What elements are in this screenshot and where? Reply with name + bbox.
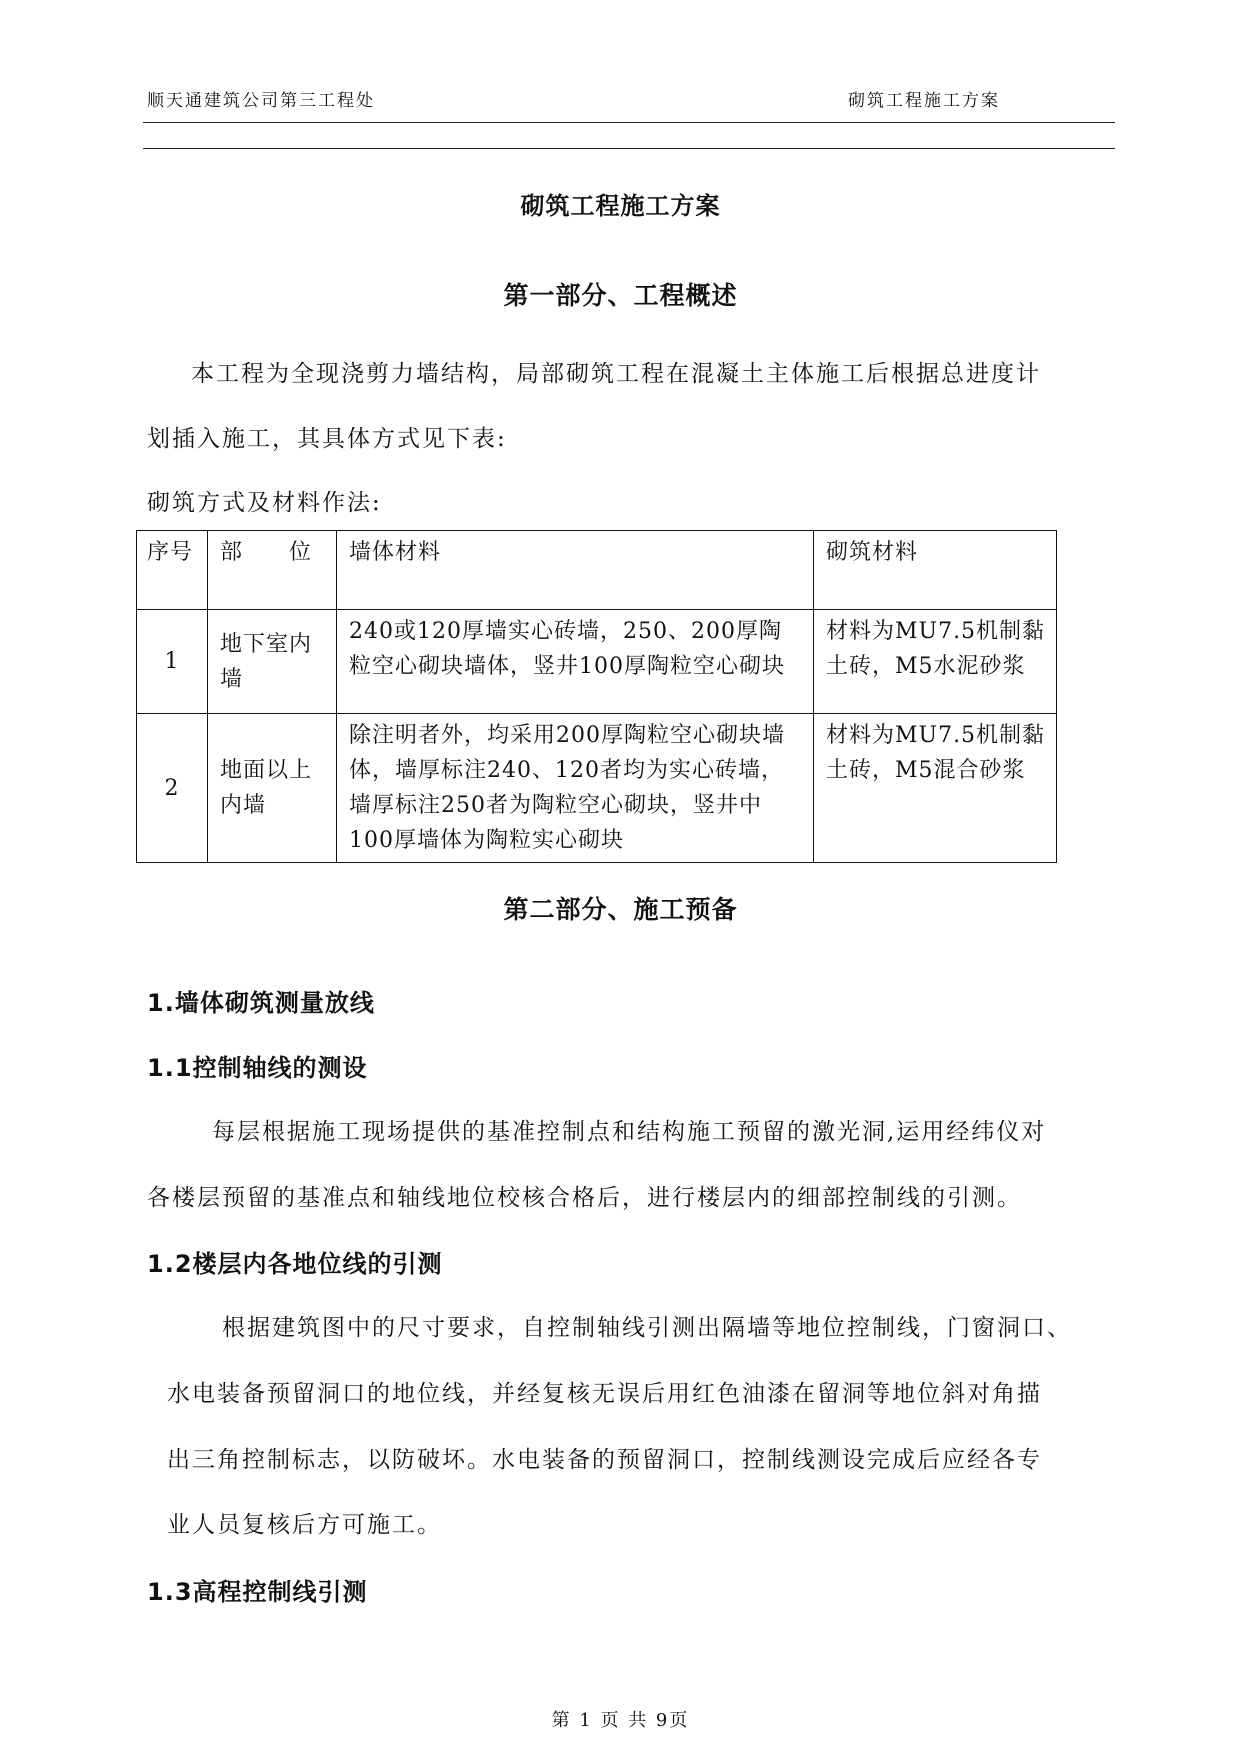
section-1-2-line-4: 业人员复核后方可施工。 — [167, 1512, 442, 1538]
header-no: 序号 — [137, 531, 208, 610]
header-wall-material: 墙体材料 — [337, 531, 814, 610]
cell-mortar: 材料为MU7.5机制黏土砖，M5水泥砂浆 — [814, 610, 1057, 714]
cell-position: 地面以上内墙 — [208, 714, 337, 863]
masonry-spec-table — [136, 530, 1057, 863]
document-title: 砌筑工程施工方案 — [520, 192, 721, 220]
header-doc-name: 砌筑工程施工方案 — [848, 91, 1000, 111]
header-position: 部 位 — [208, 531, 337, 610]
cell-no: 2 — [137, 714, 208, 863]
table-caption: 砌筑方式及材料作法: — [147, 490, 382, 516]
section-1-1-heading: 1.1控制轴线的测设 — [147, 1054, 368, 1082]
part1-title: 第一部分、工程概述 — [503, 281, 738, 310]
section-1-2-heading: 1.2楼层内各地位线的引测 — [147, 1250, 443, 1278]
intro-line-1: 本工程为全现浇剪力墙结构，局部砌筑工程在混凝土主体施工后根据总进度计 — [191, 361, 1041, 387]
header-rule-bottom — [143, 148, 1115, 149]
cell-position: 地下室内墙 — [208, 610, 337, 714]
cell-wall-material: 除注明者外，均采用200厚陶粒空心砌块墙体，墙厚标注240、120者均为实心砖墙，墙厚标注250者为陶粒空心砌块，竖井中100厚墙体为陶粒实心砌块 — [337, 714, 814, 863]
section-1-1-line-1: 每层根据施工现场提供的基准控制点和结构施工预留的激光洞,运用经纬仪对 — [212, 1119, 1047, 1145]
header-company: 顺天通建筑公司第三工程处 — [147, 91, 375, 111]
cell-no: 1 — [137, 610, 208, 714]
table-row — [137, 610, 1057, 714]
part2-title: 第二部分、施工预备 — [503, 895, 738, 924]
section-1-2-line-1: 根据建筑图中的尺寸要求，自控制轴线引测出隔墙等地位控制线，门窗洞口、 — [222, 1315, 1072, 1341]
intro-line-2: 划插入施工，其具体方式见下表: — [147, 426, 507, 452]
header-mortar: 砌筑材料 — [814, 531, 1057, 610]
cell-mortar: 材料为MU7.5机制黏土砖，M5混合砂浆 — [814, 714, 1057, 863]
page-footer: 第 1 页 共 9页 — [551, 1710, 690, 1731]
header-rule-top — [143, 122, 1115, 123]
table-row — [137, 714, 1057, 863]
section-1-heading: 1.墙体砌筑测量放线 — [147, 989, 375, 1017]
section-1-3-heading: 1.3高程控制线引测 — [147, 1578, 368, 1606]
cell-wall-material: 240或120厚墙实心砖墙，250、200厚陶粒空心砌块墙体，竖井100厚陶粒空心砌块 — [337, 610, 814, 714]
section-1-1-line-2: 各楼层预留的基准点和轴线地位校核合格后，进行楼层内的细部控制线的引测。 — [147, 1185, 1022, 1211]
section-1-2-line-3: 出三角控制标志，以防破坏。水电装备的预留洞口，控制线测设完成后应经各专 — [167, 1447, 1042, 1473]
section-1-2-line-2: 水电装备预留洞口的地位线，并经复核无误后用红色油漆在留洞等地位斜对角描 — [167, 1381, 1042, 1407]
table-header-row — [137, 531, 1057, 610]
